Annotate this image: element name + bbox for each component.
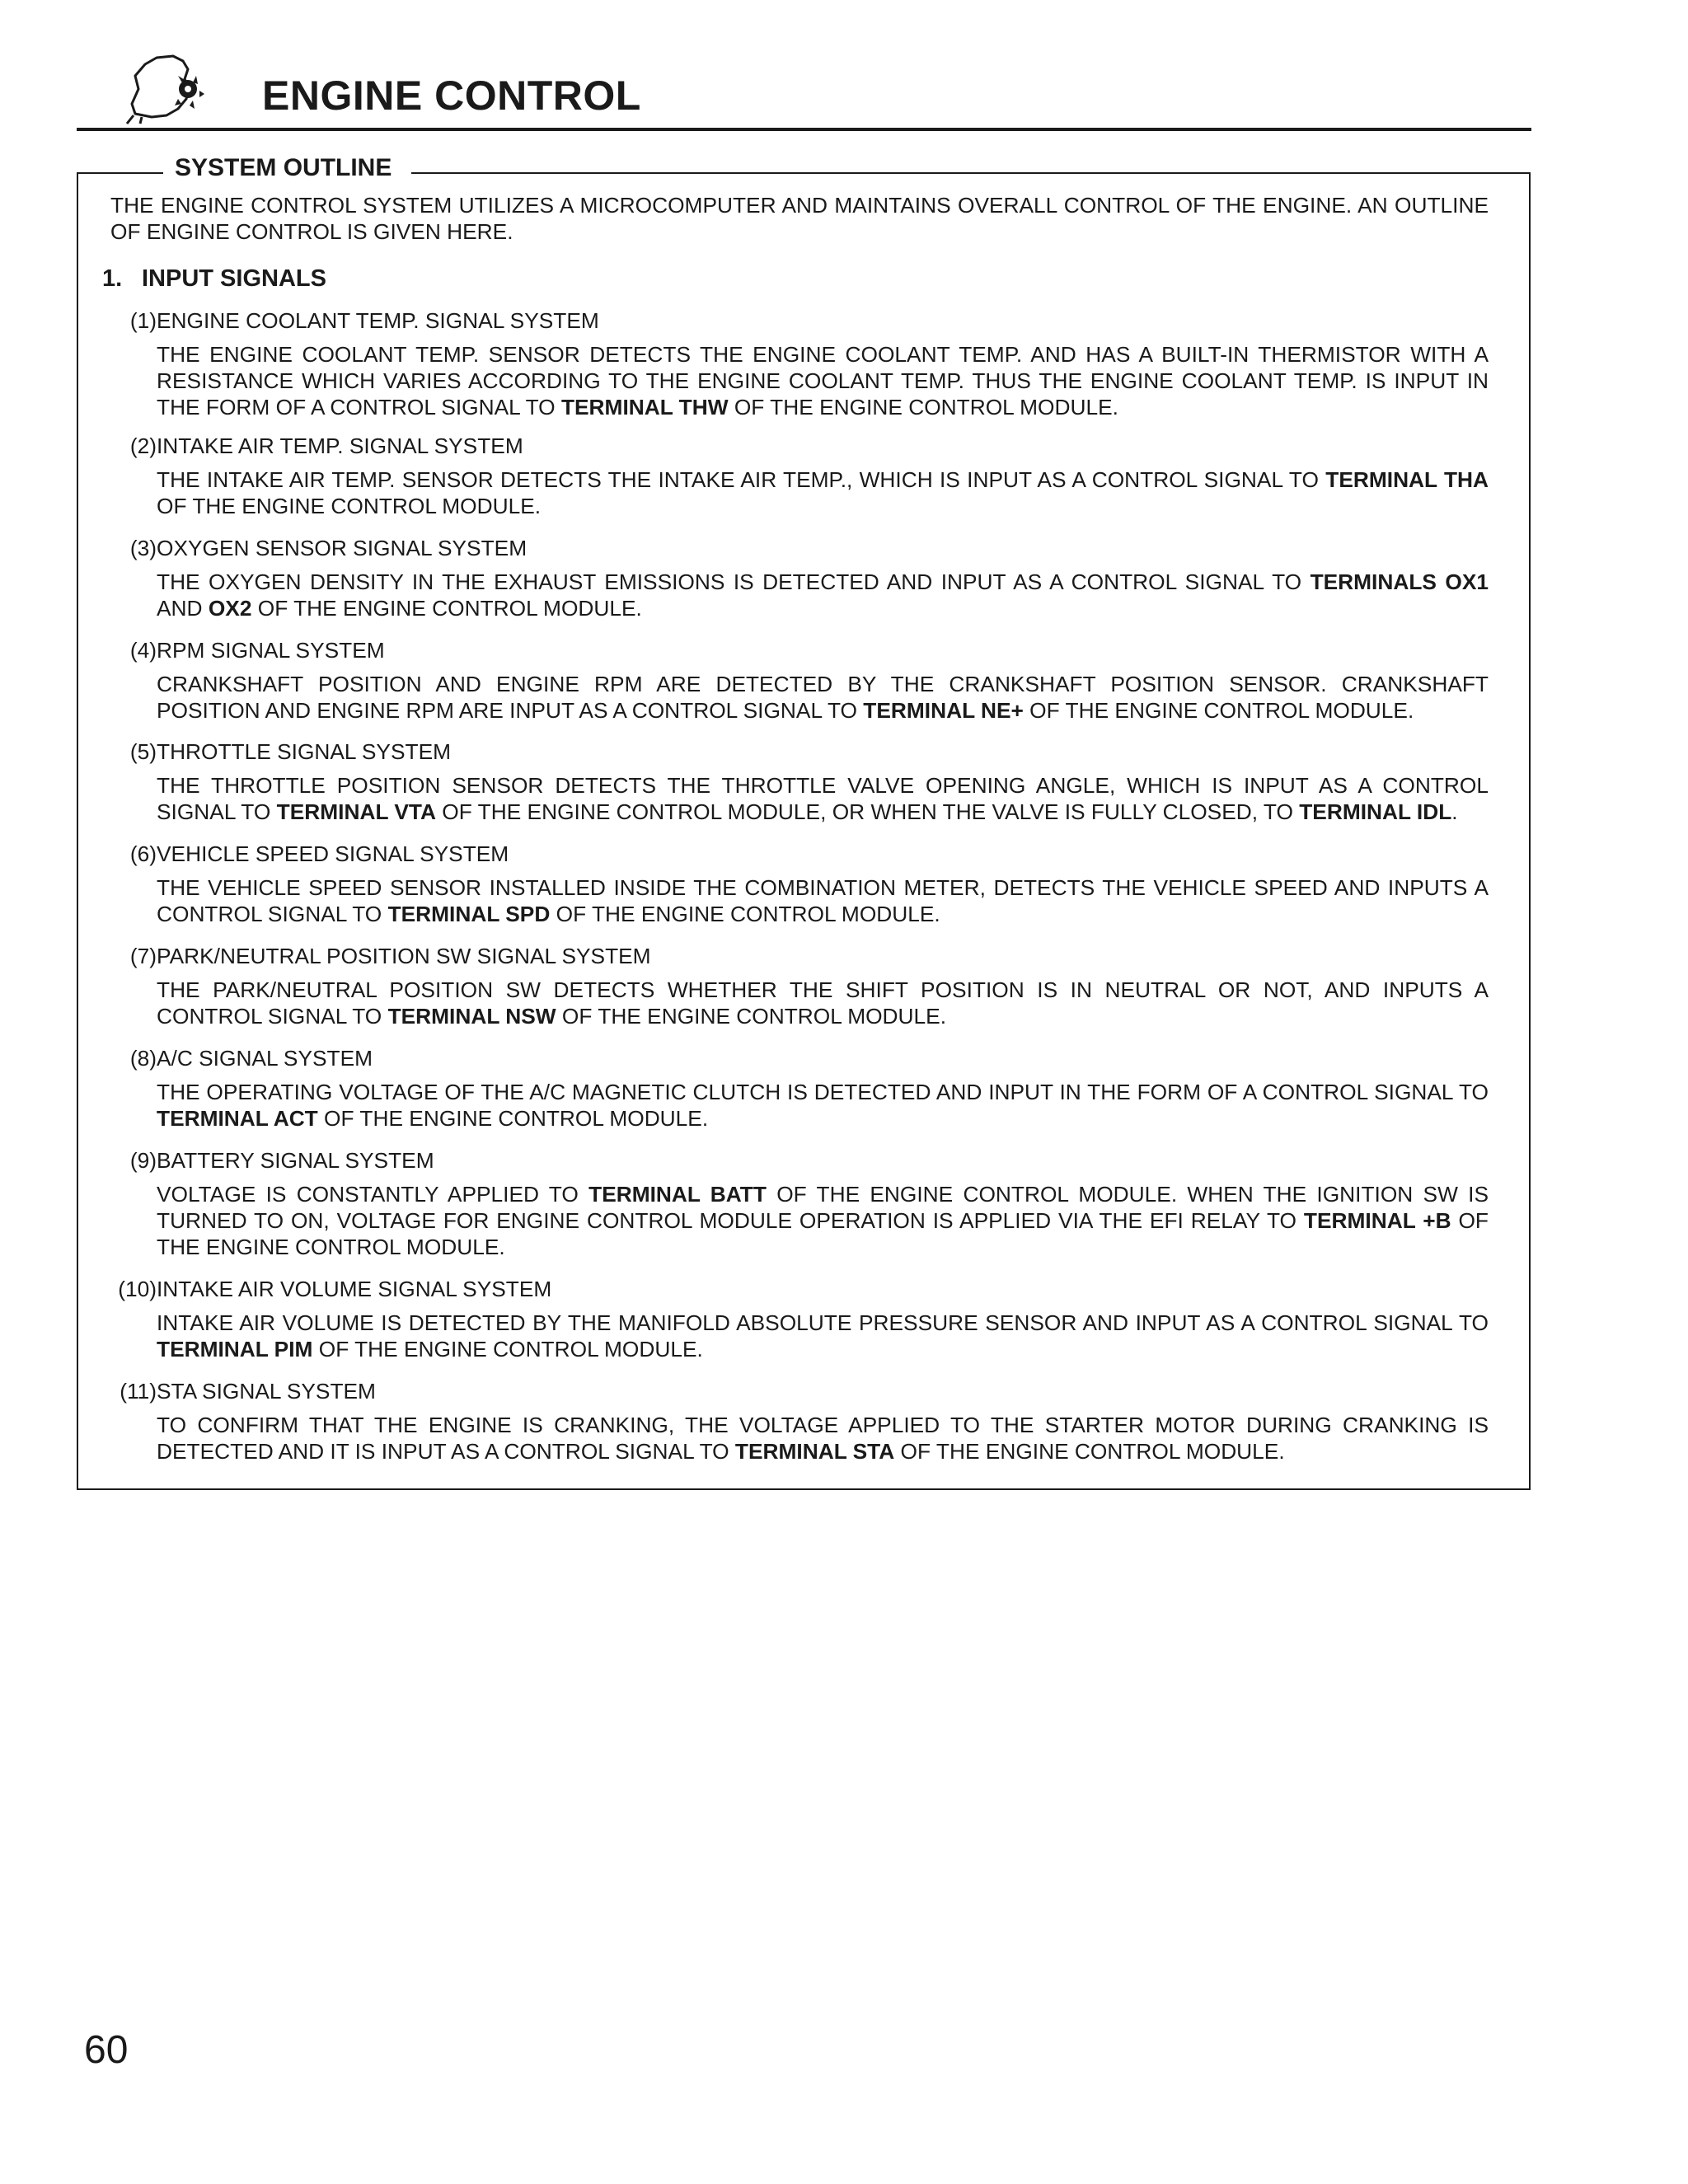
heading-text: INPUT SIGNALS (142, 265, 326, 292)
terminal-name: TERMINAL PIM (157, 1337, 313, 1361)
item-description: VOLTAGE IS CONSTANTLY APPLIED TO TERMINAL BATT OF THE ENGINE CONTROL MODULE. WHEN THE IGNITION SW IS TURNED TO ON, VOLTAGE FOR ENGINE CONTROL MODULE OPERATION IS APPLIED VIA THE EFI RELAY TO TERMINAL +B OF THE ENGINE CONTROL MODULE. (157, 1182, 1489, 1259)
signal-item (109, 1273, 1490, 1362)
item-number: (8) (129, 1046, 157, 1071)
item-number: (3) (129, 536, 157, 560)
item-heading (109, 838, 1490, 869)
item-heading (109, 305, 1490, 336)
terminal-name: TERMINAL NSW (387, 1004, 556, 1029)
item-number: (7) (129, 944, 157, 968)
signal-item (109, 1376, 1490, 1465)
signal-item (109, 736, 1490, 825)
item-title: PARK/NEUTRAL POSITION SW SIGNAL SYSTEM (157, 944, 651, 968)
terminal-name: OX2 (208, 596, 252, 621)
terminal-name: TERMINAL NE+ (863, 698, 1024, 723)
item-description: TO CONFIRM THAT THE ENGINE IS CRANKING, THE VOLTAGE APPLIED TO THE STARTER MOTOR DURING CRANKING IS DETECTED AND IT IS INPUT AS A CONTROL SIGNAL TO TERMINAL STA OF THE ENGINE CONTROL MODULE. (157, 1413, 1489, 1464)
item-title: BATTERY SIGNAL SYSTEM (157, 1148, 434, 1173)
terminal-name: TERMINAL IDL (1299, 799, 1452, 824)
engine-icon (124, 51, 214, 125)
item-heading (109, 1043, 1490, 1074)
item-heading (109, 1145, 1490, 1176)
item-description: INTAKE AIR VOLUME IS DETECTED BY THE MANIFOLD ABSOLUTE PRESSURE SENSOR AND INPUT AS A CONTROL SIGNAL TO TERMINAL PIM OF THE ENGINE CONTROL MODULE. (157, 1310, 1489, 1361)
item-description: THE OPERATING VOLTAGE OF THE A/C MAGNETIC CLUTCH IS DETECTED AND INPUT IN THE FORM OF A CONTROL SIGNAL TO TERMINAL ACT OF THE ENGINE CONTROL MODULE. (157, 1080, 1489, 1131)
signal-item (109, 430, 1490, 519)
terminal-name: TERMINAL STA (734, 1439, 895, 1464)
item-heading (109, 940, 1490, 972)
terminal-name: TERMINAL BATT (588, 1182, 767, 1207)
item-description: CRANKSHAFT POSITION AND ENGINE RPM ARE DETECTED BY THE CRANKSHAFT POSITION SENSOR. CRANKSHAFT POSITION AND ENGINE RPM ARE INPUT AS A CONTROL SIGNAL TO TERMINAL NE+ OF THE ENGINE CONTROL MODULE. (157, 672, 1489, 723)
page-number: 60 (84, 2028, 129, 2072)
item-number: (2) (129, 434, 157, 458)
item-number: (9) (129, 1148, 157, 1173)
signal-item (109, 838, 1490, 927)
item-title: OXYGEN SENSOR SIGNAL SYSTEM (157, 536, 528, 560)
item-number: (1) (129, 308, 157, 333)
terminal-name: TERMINAL THA (1325, 467, 1489, 492)
title-rule (77, 128, 1531, 131)
item-description: THE OXYGEN DENSITY IN THE EXHAUST EMISSIONS IS DETECTED AND INPUT AS A CONTROL SIGNAL TO TERMINALS OX1 AND OX2 OF THE ENGINE CONTROL MODULE. (157, 569, 1489, 621)
item-number: (4) (129, 638, 157, 663)
heading-number: 1. (102, 265, 123, 292)
item-number: (11) (120, 1379, 157, 1404)
section-label: SYSTEM OUTLINE (163, 152, 411, 185)
item-heading (109, 430, 1490, 462)
item-title: RPM SIGNAL SYSTEM (157, 638, 385, 663)
terminal-name: TERMINALS OX1 (1310, 569, 1489, 594)
item-title: INTAKE AIR TEMP. SIGNAL SYSTEM (157, 434, 523, 458)
item-heading (109, 532, 1490, 564)
item-number: (10) (118, 1277, 157, 1301)
item-title: INTAKE AIR VOLUME SIGNAL SYSTEM (157, 1277, 552, 1301)
item-description: THE ENGINE COOLANT TEMP. SENSOR DETECTS THE ENGINE COOLANT TEMP. AND HAS A BUILT-IN THERMISTOR WITH A RESISTANCE WHICH VARIES ACCORDING TO THE ENGINE COOLANT TEMP. THUS THE ENGINE COOLANT TEMP. IS INPUT IN THE FORM OF A CONTROL SIGNAL TO TERMINAL THW OF THE ENGINE CONTROL MODULE. (157, 342, 1489, 419)
item-heading (109, 635, 1490, 666)
signal-item (109, 305, 1490, 420)
signal-item (109, 1145, 1490, 1260)
intro-paragraph: THE ENGINE CONTROL SYSTEM UTILIZES A MICROCOMPUTER AND MAINTAINS OVERALL CONTROL OF THE ENGINE. AN OUTLINE OF ENGINE CONTROL IS GIVEN HERE. (110, 193, 1489, 244)
item-description: THE THROTTLE POSITION SENSOR DETECTS THE THROTTLE VALVE OPENING ANGLE, WHICH IS INPUT AS A CONTROL SIGNAL TO TERMINAL VTA OF THE ENGINE CONTROL MODULE, OR WHEN THE VALVE IS FULLY CLOSED, TO TERMINAL IDL. (157, 773, 1489, 824)
item-title: A/C SIGNAL SYSTEM (157, 1046, 373, 1071)
terminal-name: TERMINAL ACT (157, 1106, 318, 1131)
signal-item (109, 1043, 1490, 1132)
item-description: THE VEHICLE SPEED SENSOR INSTALLED INSIDE THE COMBINATION METER, DETECTS THE VEHICLE SPEED AND INPUTS A CONTROL SIGNAL TO TERMINAL SPD OF THE ENGINE CONTROL MODULE. (157, 875, 1489, 926)
item-heading (109, 736, 1490, 767)
item-title: ENGINE COOLANT TEMP. SIGNAL SYSTEM (157, 308, 599, 333)
signal-item (109, 635, 1490, 724)
item-title: THROTTLE SIGNAL SYSTEM (157, 739, 452, 764)
item-description: THE INTAKE AIR TEMP. SENSOR DETECTS THE INTAKE AIR TEMP., WHICH IS INPUT AS A CONTROL SIGNAL TO TERMINAL THA OF THE ENGINE CONTROL MODULE. (157, 467, 1489, 518)
terminal-name: TERMINAL THW (560, 395, 729, 419)
page-title: ENGINE CONTROL (262, 73, 641, 119)
terminal-name: TERMINAL +B (1303, 1208, 1451, 1233)
item-heading (109, 1376, 1490, 1407)
item-title: STA SIGNAL SYSTEM (157, 1379, 376, 1404)
item-title: VEHICLE SPEED SIGNAL SYSTEM (157, 841, 509, 866)
signal-item (109, 532, 1490, 621)
item-heading (109, 1273, 1490, 1305)
input-signals-heading (102, 262, 326, 295)
item-description: THE PARK/NEUTRAL POSITION SW DETECTS WHETHER THE SHIFT POSITION IS IN NEUTRAL OR NOT, AND INPUTS A CONTROL SIGNAL TO TERMINAL NSW OF THE ENGINE CONTROL MODULE. (157, 977, 1489, 1029)
item-number: (6) (129, 841, 157, 866)
terminal-name: TERMINAL SPD (387, 902, 551, 926)
terminal-name: TERMINAL VTA (276, 799, 436, 824)
signal-item (109, 940, 1490, 1029)
item-number: (5) (129, 739, 157, 764)
